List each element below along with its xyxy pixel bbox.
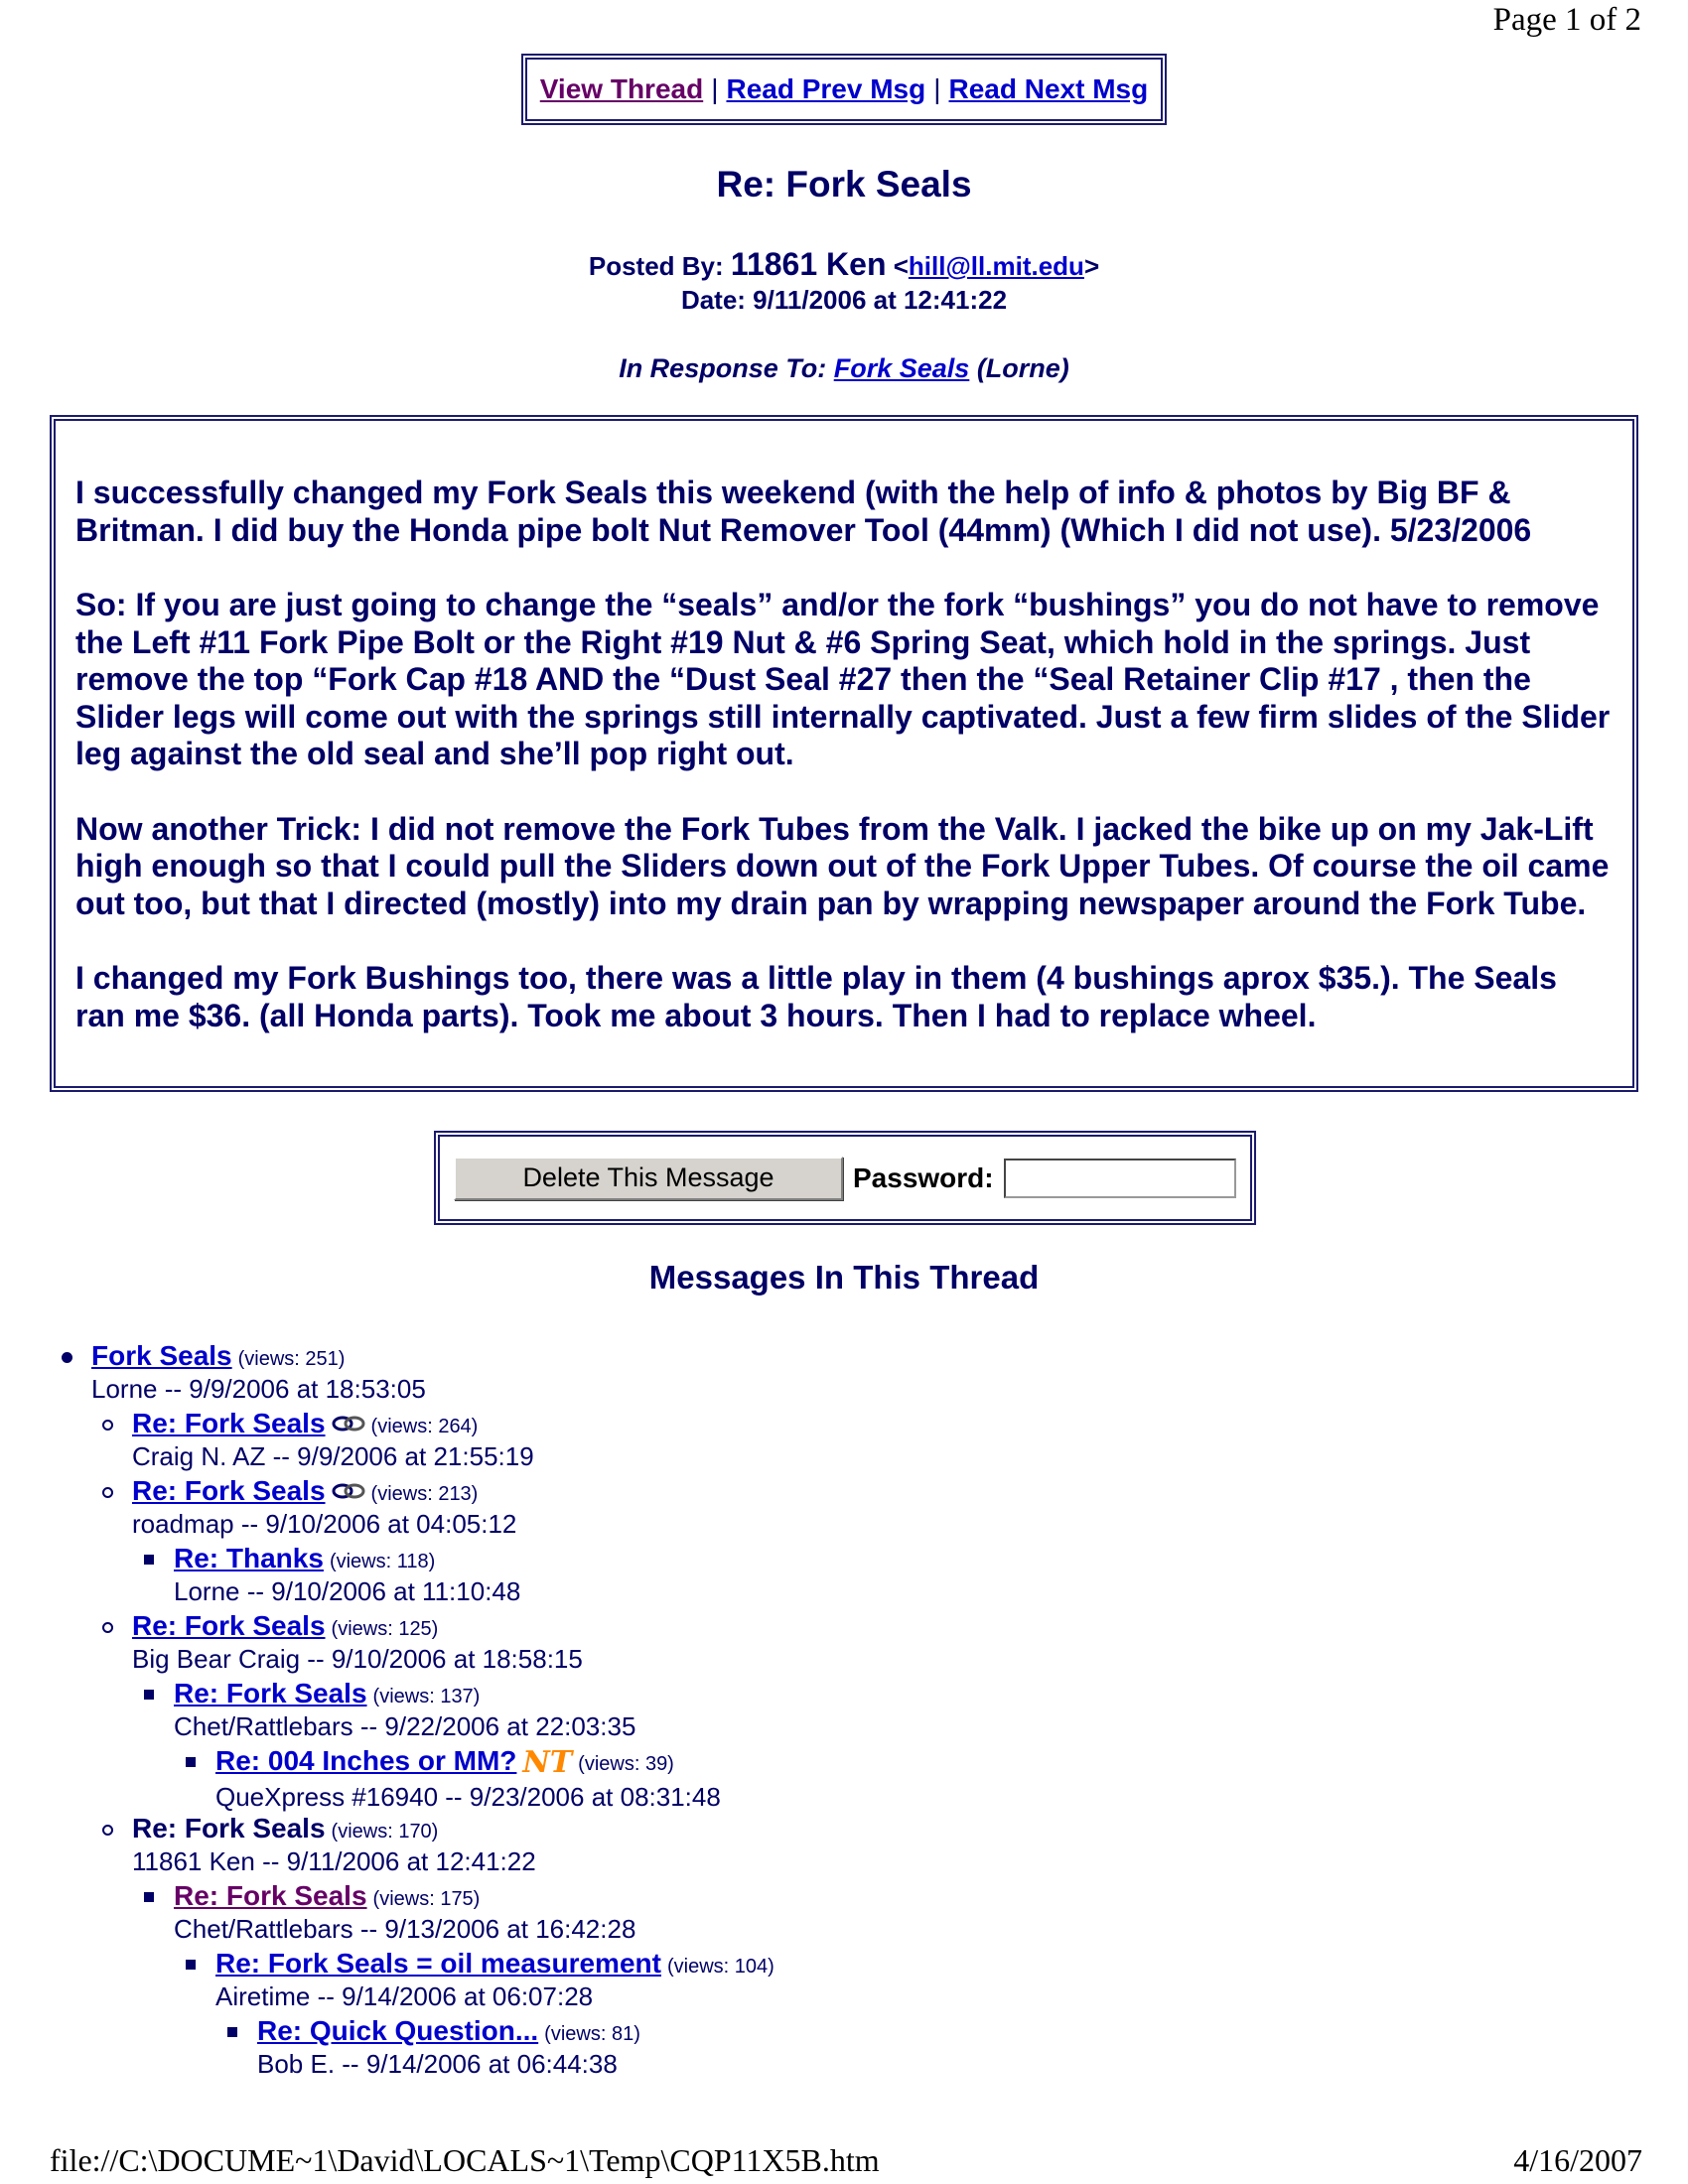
thread-link[interactable]: Re: Fork Seals (132, 1610, 326, 1641)
thread-link[interactable]: Re: Fork Seals (174, 1880, 367, 1911)
read-prev-msg-link[interactable]: Read Prev Msg (726, 73, 926, 104)
thread-link[interactable]: Re: Fork Seals (132, 1475, 326, 1506)
circle-bullet-icon (102, 1420, 113, 1431)
author-name: 11861 Ken (730, 246, 887, 282)
nt-icon: NT (522, 1745, 573, 1780)
view-count: (views: 137) (372, 1686, 481, 1707)
thread-link[interactable]: Re: 004 Inches or MM? (215, 1745, 517, 1776)
body-paragraph: So: If you are just going to change the “seals” and/or the fork “bushings” you do not have to remove the Left #11 Fork Pipe Bolt or the Right #19 Nut & #6 Spring Seat, which hold in the springs. Just remove the top “Fork Cap #18 AND the “Dust Seal #27 then the “Seal Retainer Clip #17 , then the Slider legs will come out with the springs still internally captivated. Just a few firm slides of the Slider leg against the old seal and she’ll pop right out. (75, 587, 1611, 771)
thread-link[interactable]: Re: Fork Seals (174, 1678, 367, 1708)
email-bracket-open: < (893, 251, 909, 281)
post-meta: roadmap -- 9/10/2006 at 04:05:12 (132, 1509, 517, 1539)
post-date: Date: 9/11/2006 at 12:41:22 (680, 285, 1008, 315)
body-paragraph: I successfully changed my Fork Seals this weekend (with the help of info & photos by Big BF & Britman. I did buy the Honda pipe bolt Nut Remover Tool (44mm) (Which I did not use). 5/23/2006 (75, 475, 1532, 548)
view-count: (views: 125) (331, 1618, 439, 1640)
view-count: (views: 81) (544, 2023, 640, 2045)
list-item (174, 1880, 635, 1945)
view-count: (views: 39) (578, 1753, 674, 1775)
thread-link[interactable]: Re: Thanks (174, 1543, 324, 1573)
list-item-current (132, 1813, 536, 1877)
post-meta: Craig N. AZ -- 9/9/2006 at 21:55:19 (132, 1441, 534, 1471)
message-title: Re: Fork Seals (716, 164, 972, 205)
post-meta: 11861 Ken -- 9/11/2006 at 12:41:22 (132, 1846, 536, 1876)
footer-file-url: file://C:\DOCUME~1\David\LOCALS~1\Temp\CQP11X5B.htm (50, 2142, 880, 2178)
in-response-label: In Response To: (619, 353, 827, 383)
posted-by-line (0, 246, 1688, 283)
view-count: (views: 170) (331, 1821, 439, 1843)
list-item (91, 1340, 426, 1405)
thread-link[interactable]: Re: Quick Question... (257, 2015, 539, 2046)
post-meta: Big Bear Craig -- 9/10/2006 at 18:58:15 (132, 1644, 583, 1674)
in-response-line (0, 353, 1688, 384)
list-item (132, 1475, 516, 1540)
post-meta: Lorne -- 9/9/2006 at 18:53:05 (91, 1374, 426, 1404)
square-bullet-icon (186, 1757, 196, 1767)
in-response-link[interactable]: Fork Seals (833, 353, 970, 383)
view-thread-link[interactable]: View Thread (539, 73, 704, 104)
post-meta: Airetime -- 9/14/2006 at 06:07:28 (215, 1981, 594, 2011)
nav-separator: | (711, 73, 719, 104)
post-meta: Chet/Rattlebars -- 9/13/2006 at 16:42:28 (174, 1914, 636, 1944)
circle-bullet-icon (102, 1622, 113, 1633)
thread-link[interactable]: Fork Seals (91, 1340, 232, 1371)
read-next-msg-link[interactable]: Read Next Msg (948, 73, 1149, 104)
disc-bullet-icon (62, 1352, 72, 1363)
post-meta: Lorne -- 9/10/2006 at 11:10:48 (174, 1576, 521, 1606)
square-bullet-icon (144, 1555, 154, 1565)
body-paragraph: Now another Trick: I did not remove the Fork Tubes from the Valk. I jacked the bike up on my Jak-Lift high enough so that I could pull the Sliders down out of the Fork Upper Tubes. Of course the oil came out too, but that I directed (mostly) into my drain pan by wrapping newspaper around the Fork Tube. (75, 810, 1610, 921)
page-number: Page 1 of 2 (1492, 2, 1641, 38)
in-response-author: (Lorne) (976, 353, 1069, 383)
password-input[interactable] (1004, 1159, 1236, 1198)
square-bullet-icon (186, 1960, 196, 1970)
message-body (50, 415, 1638, 1092)
post-meta: Bob E. -- 9/14/2006 at 06:44:38 (257, 2049, 618, 2079)
square-bullet-icon (227, 2027, 237, 2037)
view-count: (views: 104) (666, 1956, 774, 1978)
view-count: (views: 213) (370, 1483, 479, 1505)
thread-link[interactable]: Re: Fork Seals = oil measurement (215, 1948, 661, 1979)
list-item (174, 1543, 520, 1607)
nav-separator: | (933, 73, 941, 104)
body-paragraph: I changed my Fork Bushings too, there was a little play in them (4 bushings aprox $35.). The Seals ran me $36. (all Honda parts). Took me about 3 hours. Then I had to replace wheel. (75, 960, 1557, 1033)
square-bullet-icon (144, 1690, 154, 1700)
chain-link-icon (332, 1475, 365, 1507)
delete-message-button[interactable]: Delete This Message (454, 1157, 843, 1200)
password-label: Password: (853, 1161, 994, 1193)
view-count: (views: 118) (329, 1551, 436, 1572)
thread-nav-box (521, 54, 1167, 125)
square-bullet-icon (144, 1892, 154, 1902)
posted-by-label: Posted By: (588, 251, 724, 281)
list-item (215, 1948, 774, 2012)
author-email-link[interactable]: hill@ll.mit.edu (908, 251, 1084, 281)
email-bracket-close: > (1083, 251, 1100, 281)
chain-link-icon (332, 1408, 365, 1439)
list-item (174, 1678, 635, 1742)
view-count: (views: 175) (372, 1888, 481, 1910)
thread-link[interactable]: Re: Fork Seals (132, 1408, 326, 1438)
thread-heading: Messages In This Thread (648, 1259, 1040, 1296)
list-item (215, 1745, 721, 1813)
view-count: (views: 264) (370, 1416, 479, 1437)
post-meta: QueXpress #16940 -- 9/23/2006 at 08:31:48 (215, 1782, 721, 1812)
list-item (132, 1610, 583, 1675)
circle-bullet-icon (102, 1825, 113, 1836)
delete-message-form (434, 1131, 1256, 1225)
list-item (257, 2015, 640, 2080)
view-count: (views: 251) (237, 1348, 346, 1370)
current-message-title: Re: Fork Seals (132, 1813, 326, 1843)
list-item (132, 1408, 534, 1472)
post-meta: Chet/Rattlebars -- 9/22/2006 at 22:03:35 (174, 1711, 636, 1741)
circle-bullet-icon (102, 1487, 113, 1498)
footer-date: 4/16/2007 (1513, 2142, 1642, 2178)
